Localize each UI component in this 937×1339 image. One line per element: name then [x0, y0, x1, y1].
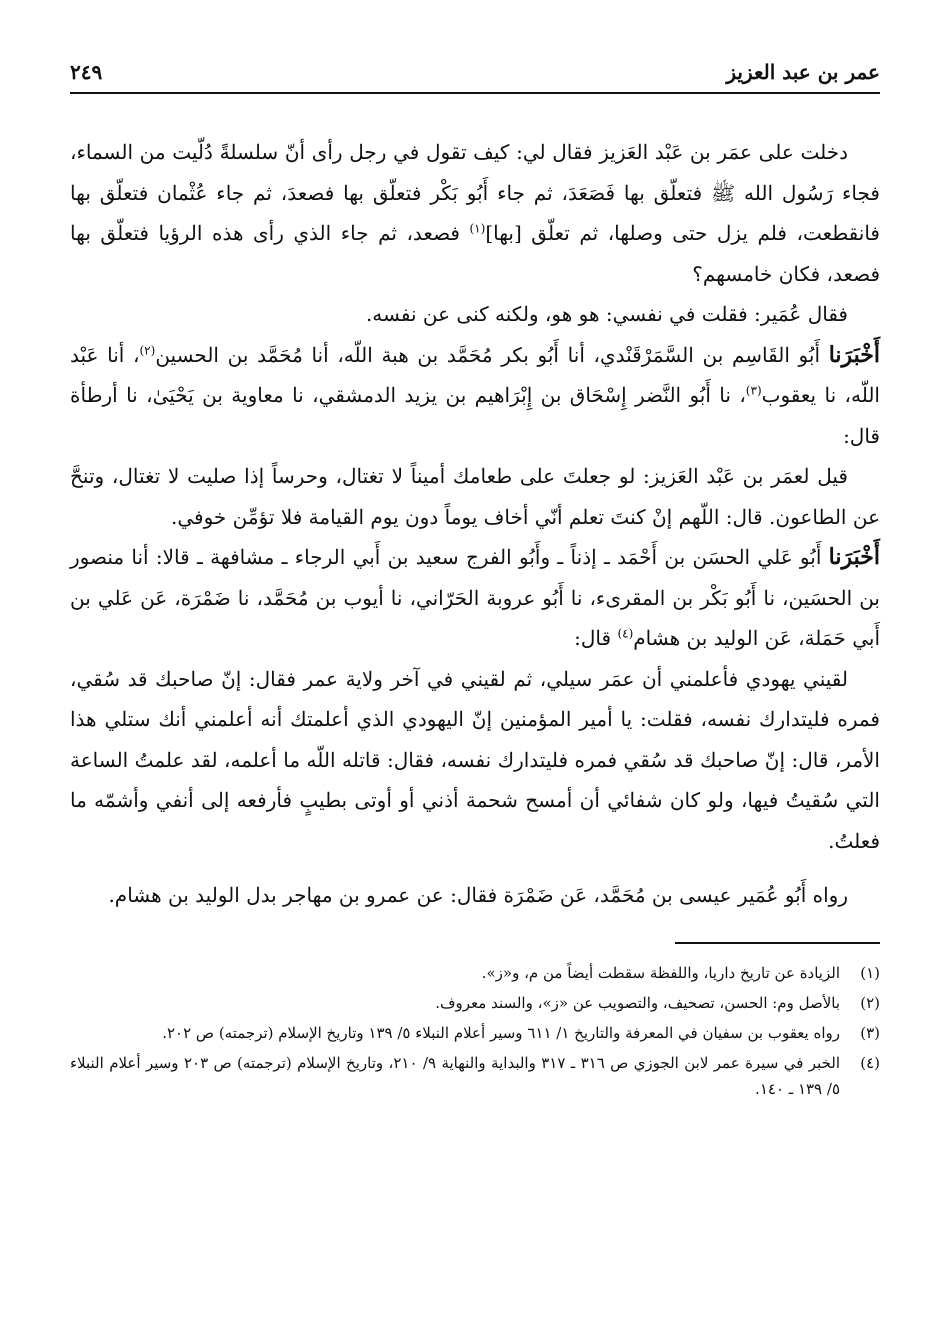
paragraph-riwaya: رواه أَبُو عُمَير عيسى بن مُحَمَّد، عَن ضَمْرَة فقال: عن عمرو بن مهاجر بدل الوليد بن هشام. — [108, 883, 848, 907]
footnote-2 — [70, 990, 880, 1016]
paragraph-jew-story: لقيني يهودي فأعلمني أن عمَر سيلي، ثم لقيني في آخر ولاية عمر فقال: إنّ صاحبك قد سُقي، فمره فليتدارك نفسه، فقلت: يا أمير المؤمنين إنّ اليهودي الذي أعلمتك أنه أعلمني أنك ستلي هذا الأمر، قال: إنّ صاحبك قد سُقي فمره فليتدارك نفسه، فقال: قاتله اللّه ما أعلمه، لقد علمتُ الساعة التي سُقيتُ فيها، ولو كان شفائي أن أمسح شحمة أذني أو أوتى بطيبٍ فأرفعه إلى أنفي وأشمّه ما فعلتُ. — [70, 666, 880, 853]
footnote-ref-2: (٢) — [139, 342, 156, 357]
paragraph-umair-reply: فقال عُمَير: فقلت في نفسي: هو هو، ولكنه كنى عن نفسه. — [365, 302, 848, 326]
paragraph-isnad-1 — [70, 335, 880, 457]
footnote-ref-1: (١) — [469, 221, 486, 236]
footnote-number: (١) — [860, 963, 880, 982]
footnote-text: الخبر في سيرة عمر لابن الجوزي ص ٣١٦ ـ ٣١٧ والبداية والنهاية ٩/ ٢١٠، وتاريخ الإسلام (ترجمته) ص ٢٠٣ وسير أعلام النبلاء ٥/ ١٣٩ ـ ١٤٠. — [70, 1053, 840, 1098]
footnote-text: رواه يعقوب بن سفيان في المعرفة والتاريخ ١/ ٦١١ وسير أعلام النبلاء ٥/ ١٣٩ وتاريخ الإسلام (ترجمته) ص ٢٠٢. — [162, 1023, 840, 1042]
footnotes — [70, 960, 880, 1102]
footnote-text: الزيادة عن تاريخ داريا، واللفظة سقطت أيضاً من م، و«ز». — [481, 963, 840, 982]
main-text — [70, 132, 880, 916]
footnote-text: بالأصل وم: الحسن، تصحيف، والتصويب عن «ز»، والسند معروف. — [435, 993, 840, 1012]
page-number: ٢٤٩ — [70, 60, 103, 84]
paragraph-isnad-2 — [70, 537, 880, 659]
footnote-number: (٤) — [860, 1053, 880, 1072]
footnote-1 — [70, 960, 880, 986]
paragraph-text: قال: — [574, 626, 618, 650]
paragraph-text: أَبُو القَاسِم بن السَّمَرْقَنْدي، أنا أَبُو بكر مُحَمَّد بن هبة اللّه، أنا مُحَمَّد بن الحسين — [155, 342, 829, 367]
book-page — [70, 52, 880, 1106]
akhbarana-keyword: أَخْبَرَنا — [828, 544, 880, 570]
footnote-3 — [70, 1020, 880, 1046]
footnote-ref-3: (٣) — [745, 383, 762, 398]
footnote-ref-4: (٤) — [617, 626, 634, 641]
footnote-number: (٢) — [860, 993, 880, 1012]
footnote-4 — [70, 1050, 880, 1102]
page-header — [70, 52, 880, 94]
paragraph-dream-question — [70, 132, 880, 294]
paragraph-text: ، أنا عَبْد اللّه، نا يعقوب — [70, 342, 880, 407]
paragraph-text: ، نا أَبُو النَّضر إِسْحَاق بن إِبْرَاهيم بن يزيد الدمشقي، نا معاوية بن يَحْيَىٰ، نا أرطأة قال: — [70, 383, 880, 448]
paragraph-text: دخلت على عمَر بن عَبْد العَزيز فقال لي: كيف تقول في رجل رأى أنّ سلسلةً دُلّيت من السماء، فجاء رَسُول الله ﷺ فتعلّق بها فَصَعَدَ، ثم جاء أَبُو بَكْر فتعلّق بها فصعدَ، ثم جاء عُثْمان فتعلّق بها فانقطعت، فلم يزل حتى وصلها، ثم تعلّق [بها] — [70, 140, 880, 245]
footnote-divider — [675, 942, 880, 944]
akhbarana-keyword: أَخْبَرَنا — [828, 341, 881, 368]
paragraph-plague: قيل لعمَر بن عَبْد العَزيز: لو جعلتَ على طعامك أميناً لا تغتال، وحرساً إذا صليت لا تغتال، وتنحَّ عن الطاعون. قال: اللّهم إنْ كنتَ تعلم أنّي أخاف يوماً دون يوم القيامة فلا تؤمِّن خوفي. — [70, 464, 880, 529]
paragraph-text: أَبُو عَلي الحسَن بن أَحْمَد ـ إذناً ـ وأَبُو الفرج سعيد بن أَبي الرجاء ـ مشافهة ـ قالا: أنا منصور بن الحسَين، نا أَبُو بَكْر بن المقرىء، نا أَبُو عروبة الحَرّاني، نا أيوب بن مُحَمَّد، نا ضَمْرَة، عَن عَلي بن أَبي حَمَلة، عَن الوليد بن هشام — [70, 545, 880, 650]
footnote-number: (٣) — [860, 1023, 880, 1042]
paragraph-text: فصعد، ثم جاء الذي رأى هذه الرؤيا فتعلّق بها فصعد، فكان خامسهم؟ — [70, 221, 880, 286]
running-title: عمر بن عبد العزيز — [726, 60, 880, 84]
